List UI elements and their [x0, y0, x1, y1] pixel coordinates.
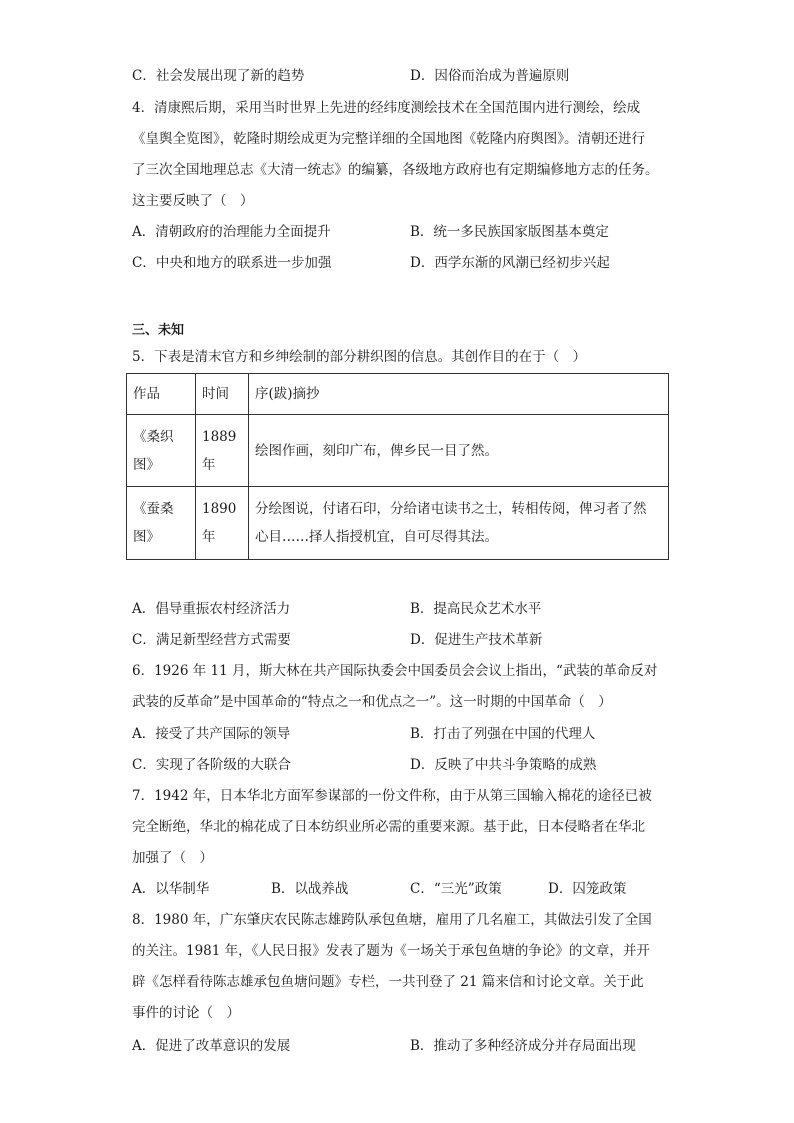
- q5-stem: 5．下表是清末官方和乡绅绘制的部分耕织图的信息。其创作目的在于（ ）: [132, 349, 587, 365]
- q7-option-a: A．以华制华: [132, 881, 210, 897]
- q5-option-d: D．促进生产技术革新: [410, 632, 543, 648]
- q6-option-d: D．反映了中共斗争策略的成熟: [410, 757, 597, 773]
- q5-option-b: B．提高民众艺术水平: [410, 601, 542, 617]
- table-row: [127, 415, 669, 487]
- q5-option-a: A．倡导重振农村经济活力: [132, 601, 291, 617]
- table-cell-excerpt: [249, 487, 669, 560]
- q5-table: [126, 373, 669, 560]
- q7-option-c: C．“三光”政策: [410, 881, 502, 897]
- cell-line: 分绘图说，付诸石印，分给诸屯读书之士，转相传阅，俾习者了然: [255, 501, 647, 517]
- table-header-work: 作品: [127, 374, 196, 415]
- q6-stem-line-2: 武装的反革命”是中国革命的“特点之一和优点之一”。这一时期的中国革命（ ）: [132, 694, 612, 710]
- cell-line: 《桑织: [133, 428, 174, 445]
- q4-stem-line-1: 4．清康熙后期，采用当时世界上先进的经纬度测绘技术在全国范围内进行测绘，绘成: [132, 100, 641, 116]
- q4-option-b: B．统一多民族国家版图基本奠定: [410, 224, 609, 240]
- q6-stem-line-1: 6．1926 年 11 月，斯大林在共产国际执委会中国委员会会议上指出，“武装的革命反对: [132, 663, 658, 679]
- q7-stem-line-2: 完全断绝，华北的棉花成了日本纺织业所必需的重要来源。基于此，日本侵略者在华北: [132, 819, 645, 835]
- q4-option-c: C．中央和地方的联系进一步加强: [132, 255, 332, 271]
- table-header-excerpt: 序(跋)摘抄: [249, 374, 669, 415]
- cell-line: 1889: [202, 428, 237, 445]
- q6-option-a: A．接受了共产国际的领导: [132, 726, 291, 742]
- cell-line: 年: [202, 456, 216, 473]
- cell-line: 1890: [202, 501, 237, 517]
- table-row: [127, 487, 669, 560]
- cell-line: 年: [202, 529, 216, 545]
- cell-line: 图》: [133, 456, 160, 473]
- q6-option-c: C．实现了各阶级的大联合: [132, 757, 291, 773]
- cell-line: 《蚕桑: [133, 501, 174, 517]
- q4-option-d: D．西学东渐的风潮已经初步兴起: [410, 255, 610, 271]
- q8-stem-line-4: 事件的讨论（ ）: [132, 1005, 240, 1021]
- q5-option-c: C．满足新型经营方式需要: [132, 632, 291, 648]
- table-cell-work: [127, 415, 196, 487]
- cell-line: 图》: [133, 529, 160, 545]
- q3-option-c: C．社会发展出现了新的趋势: [132, 68, 305, 84]
- q8-option-b: B．推动了多种经济成分并存局面出现: [410, 1038, 636, 1054]
- q8-stem-line-1: 8．1980 年，广东肇庆农民陈志雄跨队承包鱼塘，雇用了几名雇工，其做法引发了全国: [132, 912, 652, 928]
- section-title: 三、未知: [132, 323, 185, 338]
- table-header-time: 时间: [196, 374, 249, 415]
- q7-stem-line-3: 加强了（ ）: [132, 850, 213, 866]
- cell-line: 心目……择人指授机宜，自可尽得其法。: [255, 529, 498, 545]
- q7-option-b: B．以战养战: [271, 881, 349, 897]
- q4-option-a: A．清朝政府的治理能力全面提升: [132, 224, 331, 240]
- q4-stem-line-3: 了三次全国地理总志《大清一统志》的编纂，各级地方政府也有定期编修地方志的任务。: [132, 162, 659, 178]
- q8-option-a: A．促进了改革意识的发展: [132, 1038, 291, 1054]
- q7-option-d: D．囚笼政策: [548, 881, 627, 897]
- table-cell-time: [196, 415, 249, 487]
- q3-option-d: D．因俗而治成为普遍原则: [410, 68, 570, 84]
- q4-stem-line-2: 《皇舆全览图》，乾隆时期绘成更为完整详细的全国地图《乾隆内府舆图》。清朝还进行: [132, 131, 645, 147]
- table-cell-excerpt: [249, 415, 669, 487]
- q6-option-b: B．打击了列强在中国的代理人: [410, 726, 596, 742]
- cell-line: 绘图作画，刻印广布，俾乡民一目了然。: [255, 442, 498, 459]
- q8-stem-line-3: 辟《怎样看待陈志雄承包鱼塘问题》专栏，一共刊登了 21 篇来信和讨论文章。关于此: [132, 974, 644, 990]
- q7-stem-line-1: 7．1942 年，日本华北方面军参谋部的一份文件称，由于从第三国输入棉花的途径已被: [132, 788, 652, 804]
- table-cell-time: [196, 487, 249, 560]
- table-cell-work: [127, 487, 196, 560]
- q8-stem-line-2: 的关注。1981 年，《人民日报》发表了题为《一场关于承包鱼塘的争论》的文章，并开: [132, 943, 650, 959]
- table-header-row: [127, 374, 669, 415]
- q4-stem-line-4: 这主要反映了（ ）: [132, 193, 254, 209]
